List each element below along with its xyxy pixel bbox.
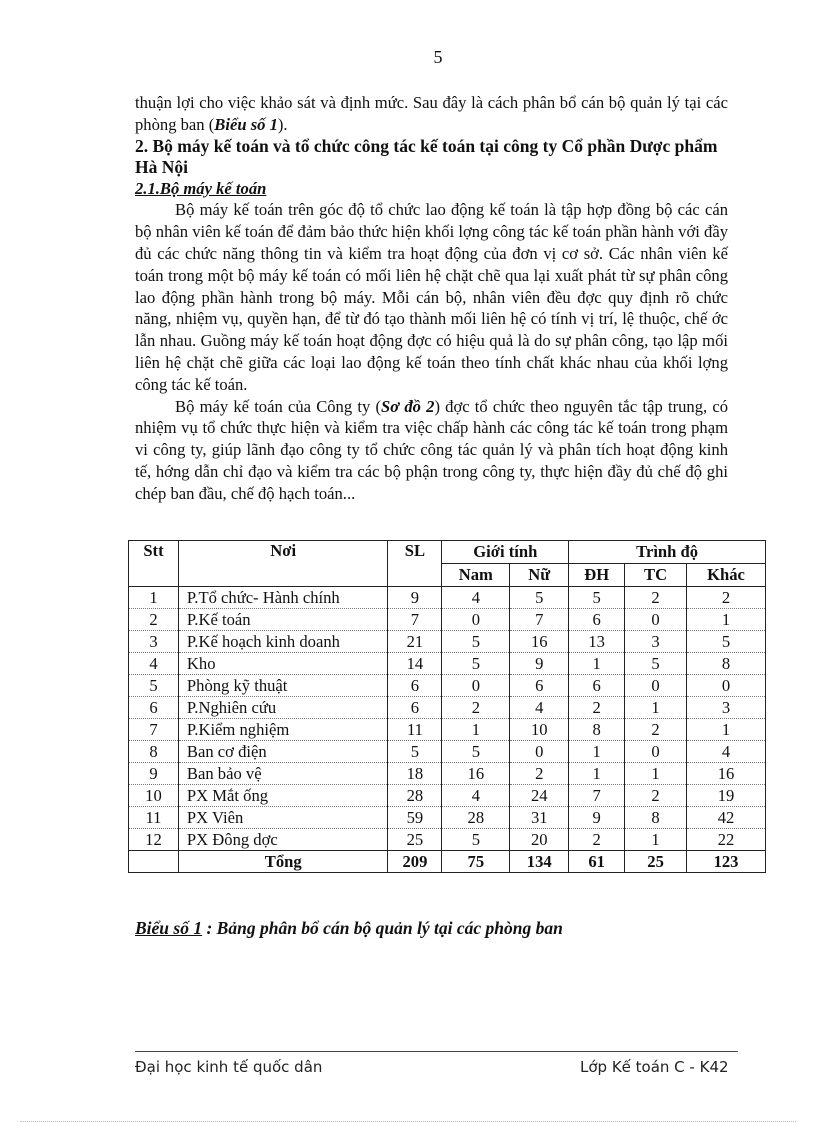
cell-sl: 9	[388, 587, 442, 609]
cell-place: Ban cơ điện	[178, 741, 388, 763]
cell-sl: 5	[388, 741, 442, 763]
cell-place: P.Kế toán	[178, 609, 388, 631]
total-label: Tổng	[178, 851, 388, 873]
intro-tail: ).	[277, 114, 288, 134]
intro-paragraph	[135, 92, 728, 136]
cell-place: Ban bảo vệ	[178, 763, 388, 785]
cell-place: PX Mắt ống	[178, 785, 388, 807]
cell-tc: 2	[625, 785, 687, 807]
document-body	[135, 92, 728, 505]
paragraph-2-reference: Sơ đồ 2	[381, 396, 435, 416]
cell-male: 4	[442, 587, 510, 609]
cell-female: 4	[510, 697, 569, 719]
cell-sl: 14	[388, 653, 442, 675]
footer-divider	[135, 1051, 738, 1052]
cell-tc: 5	[625, 653, 687, 675]
cell-dh: 1	[569, 653, 625, 675]
total-dh: 61	[569, 851, 625, 873]
cell-female: 20	[510, 829, 569, 851]
cell-other: 4	[687, 741, 766, 763]
cell-stt: 1	[129, 587, 179, 609]
total-sl: 209	[388, 851, 442, 873]
header-female: Nữ	[510, 564, 569, 587]
header-gender: Giới tính	[442, 541, 569, 564]
cell-stt: 4	[129, 653, 179, 675]
cell-female: 9	[510, 653, 569, 675]
cell-place: P.Tổ chức- Hành chính	[178, 587, 388, 609]
cell-male: 2	[442, 697, 510, 719]
cell-tc: 8	[625, 807, 687, 829]
table-header-row	[129, 541, 766, 564]
cell-tc: 1	[625, 697, 687, 719]
header-level: Trình độ	[569, 541, 766, 564]
cell-tc: 3	[625, 631, 687, 653]
cell-tc: 2	[625, 719, 687, 741]
cell-other: 16	[687, 763, 766, 785]
cell-place: P.Kiểm nghiệm	[178, 719, 388, 741]
total-other: 123	[687, 851, 766, 873]
caption-label: Biểu số 1	[135, 918, 203, 938]
cell-tc: 1	[625, 829, 687, 851]
cell-male: 5	[442, 741, 510, 763]
header-dh: ĐH	[569, 564, 625, 587]
cell-sl: 7	[388, 609, 442, 631]
table-row	[129, 609, 766, 631]
cell-sl: 11	[388, 719, 442, 741]
header-sl: SL	[388, 541, 442, 587]
cell-tc: 0	[625, 675, 687, 697]
cell-tc: 2	[625, 587, 687, 609]
total-row	[129, 851, 766, 873]
cell-sl: 6	[388, 675, 442, 697]
total-male: 75	[442, 851, 510, 873]
cell-dh: 2	[569, 829, 625, 851]
cell-place: P.Nghiên cứu	[178, 697, 388, 719]
cell-stt: 11	[129, 807, 179, 829]
cell-dh: 1	[569, 741, 625, 763]
cell-stt: 9	[129, 763, 179, 785]
cell-female: 2	[510, 763, 569, 785]
caption-text: : Bảng phân bổ cán bộ quản lý tại các phòng ban	[202, 918, 563, 938]
table-row	[129, 785, 766, 807]
table-row	[129, 697, 766, 719]
cell-female: 5	[510, 587, 569, 609]
cell-other: 5	[687, 631, 766, 653]
cell-place: Kho	[178, 653, 388, 675]
cell-place: PX Đông dợc	[178, 829, 388, 851]
cell-stt: 10	[129, 785, 179, 807]
header-stt: Stt	[129, 541, 179, 587]
table-row	[129, 719, 766, 741]
total-tc: 25	[625, 851, 687, 873]
paragraph-2	[135, 396, 728, 505]
cell-stt: 3	[129, 631, 179, 653]
cell-sl: 18	[388, 763, 442, 785]
cell-female: 16	[510, 631, 569, 653]
cell-male: 5	[442, 829, 510, 851]
header-other: Khác	[687, 564, 766, 587]
subsection-heading: 2.1.Bộ máy kế toán	[135, 178, 267, 198]
table-row	[129, 763, 766, 785]
cell-female: 0	[510, 741, 569, 763]
cell-sl: 6	[388, 697, 442, 719]
table-row	[129, 653, 766, 675]
cell-female: 10	[510, 719, 569, 741]
cell-other: 3	[687, 697, 766, 719]
table-caption	[135, 918, 563, 939]
table-row	[129, 829, 766, 851]
cell-stt: 5	[129, 675, 179, 697]
cell-dh: 6	[569, 609, 625, 631]
cell-place: P.Kế hoạch kinh doanh	[178, 631, 388, 653]
section-heading: 2. Bộ máy kế toán và tổ chức công tác kế toán tại công ty Cổ phần Dược phẩm Hà Nội	[135, 135, 718, 177]
cell-female: 6	[510, 675, 569, 697]
cell-other: 19	[687, 785, 766, 807]
cell-sl: 21	[388, 631, 442, 653]
cell-other: 42	[687, 807, 766, 829]
paragraph-2-before: Bộ máy kế toán của Công ty (	[175, 396, 381, 416]
cell-other: 1	[687, 719, 766, 741]
cell-male: 4	[442, 785, 510, 807]
cell-female: 24	[510, 785, 569, 807]
table-row	[129, 807, 766, 829]
table-body	[129, 587, 766, 851]
cell-stt: 2	[129, 609, 179, 631]
page-edge-divider	[20, 1121, 796, 1122]
staff-allocation-table	[128, 540, 766, 873]
cell-other: 1	[687, 609, 766, 631]
total-stt	[129, 851, 179, 873]
cell-male: 1	[442, 719, 510, 741]
table-row	[129, 741, 766, 763]
cell-other: 22	[687, 829, 766, 851]
cell-male: 0	[442, 609, 510, 631]
cell-tc: 0	[625, 609, 687, 631]
cell-tc: 0	[625, 741, 687, 763]
cell-dh: 6	[569, 675, 625, 697]
cell-other: 2	[687, 587, 766, 609]
header-place: Nơi	[178, 541, 388, 587]
cell-other: 8	[687, 653, 766, 675]
cell-male: 0	[442, 675, 510, 697]
cell-stt: 8	[129, 741, 179, 763]
intro-reference: Biểu số 1	[214, 114, 278, 134]
cell-male: 16	[442, 763, 510, 785]
cell-male: 5	[442, 631, 510, 653]
footer-university: Đại học kinh tế quốc dân	[135, 1058, 323, 1076]
header-male: Nam	[442, 564, 510, 587]
cell-sl: 28	[388, 785, 442, 807]
cell-stt: 12	[129, 829, 179, 851]
total-female: 134	[510, 851, 569, 873]
paragraph-2-after: ) đợc tổ chức theo nguyên tắc tập trung, có nhiệm vụ tổ chức thực hiện và kiểm tra việc chấp hành các công tác kế toán trong phạm vi công ty, giúp lãnh đạo công ty tổ chức công tác quản lý và phân tích hoạt động kinh tế, hớng dẫn chỉ đạo và kiểm tra các bộ phận trong công ty, thực hiện đầy đủ chế độ ghi chép ban đầu, chế độ hạch toán...	[135, 396, 729, 503]
cell-dh: 7	[569, 785, 625, 807]
cell-male: 28	[442, 807, 510, 829]
cell-dh: 5	[569, 587, 625, 609]
cell-tc: 1	[625, 763, 687, 785]
page-number: 5	[433, 47, 443, 67]
cell-stt: 6	[129, 697, 179, 719]
cell-other: 0	[687, 675, 766, 697]
table-row	[129, 675, 766, 697]
cell-dh: 13	[569, 631, 625, 653]
cell-female: 31	[510, 807, 569, 829]
table-row	[129, 587, 766, 609]
cell-female: 7	[510, 609, 569, 631]
cell-dh: 8	[569, 719, 625, 741]
cell-place: PX Viên	[178, 807, 388, 829]
cell-dh: 9	[569, 807, 625, 829]
cell-sl: 25	[388, 829, 442, 851]
intro-text: thuận lợi cho việc khảo sát và định mức. Sau đây là cách phân bổ cán bộ quản lý tại các phòng ban (	[135, 93, 728, 134]
cell-stt: 7	[129, 719, 179, 741]
paragraph-1: Bộ máy kế toán trên góc độ tổ chức lao động kế toán là tập hợp đồng bộ các cán bộ nhân viên kế toán để đảm bảo thức hiện khối lợng công tác kế toán phần hành với đầy đủ các chức năng thông tin và kiểm tra hoạt động của đơn vị cơ sở. Các nhân viên kế toán trong một bộ máy kế toán có mối liên hệ chặt chẽ qua lại xuất phát từ sự phân công lao động phần hành trong bộ máy. Mỗi cán bộ, nhân viên đều đợc quy định rõ chức năng, nhiệm vụ, quyền hạn, để từ đó tạo thành mối liên hệ có tính vị trí, lệ thuộc, chế ớc lẫn nhau. Guồng máy kế toán hoạt động đợc có hiệu quả là do sự phân công, tạo lập mối liên hệ chặt chẽ giữa các loại lao động kế toán theo tính chất khác nhau của khối lợng công tác kế toán.	[135, 200, 728, 394]
cell-dh: 1	[569, 763, 625, 785]
cell-place: Phòng kỹ thuật	[178, 675, 388, 697]
header-tc: TC	[625, 564, 687, 587]
footer-class: Lớp Kế toán C - K42	[580, 1058, 729, 1076]
table-row	[129, 631, 766, 653]
cell-sl: 59	[388, 807, 442, 829]
cell-male: 5	[442, 653, 510, 675]
cell-dh: 2	[569, 697, 625, 719]
